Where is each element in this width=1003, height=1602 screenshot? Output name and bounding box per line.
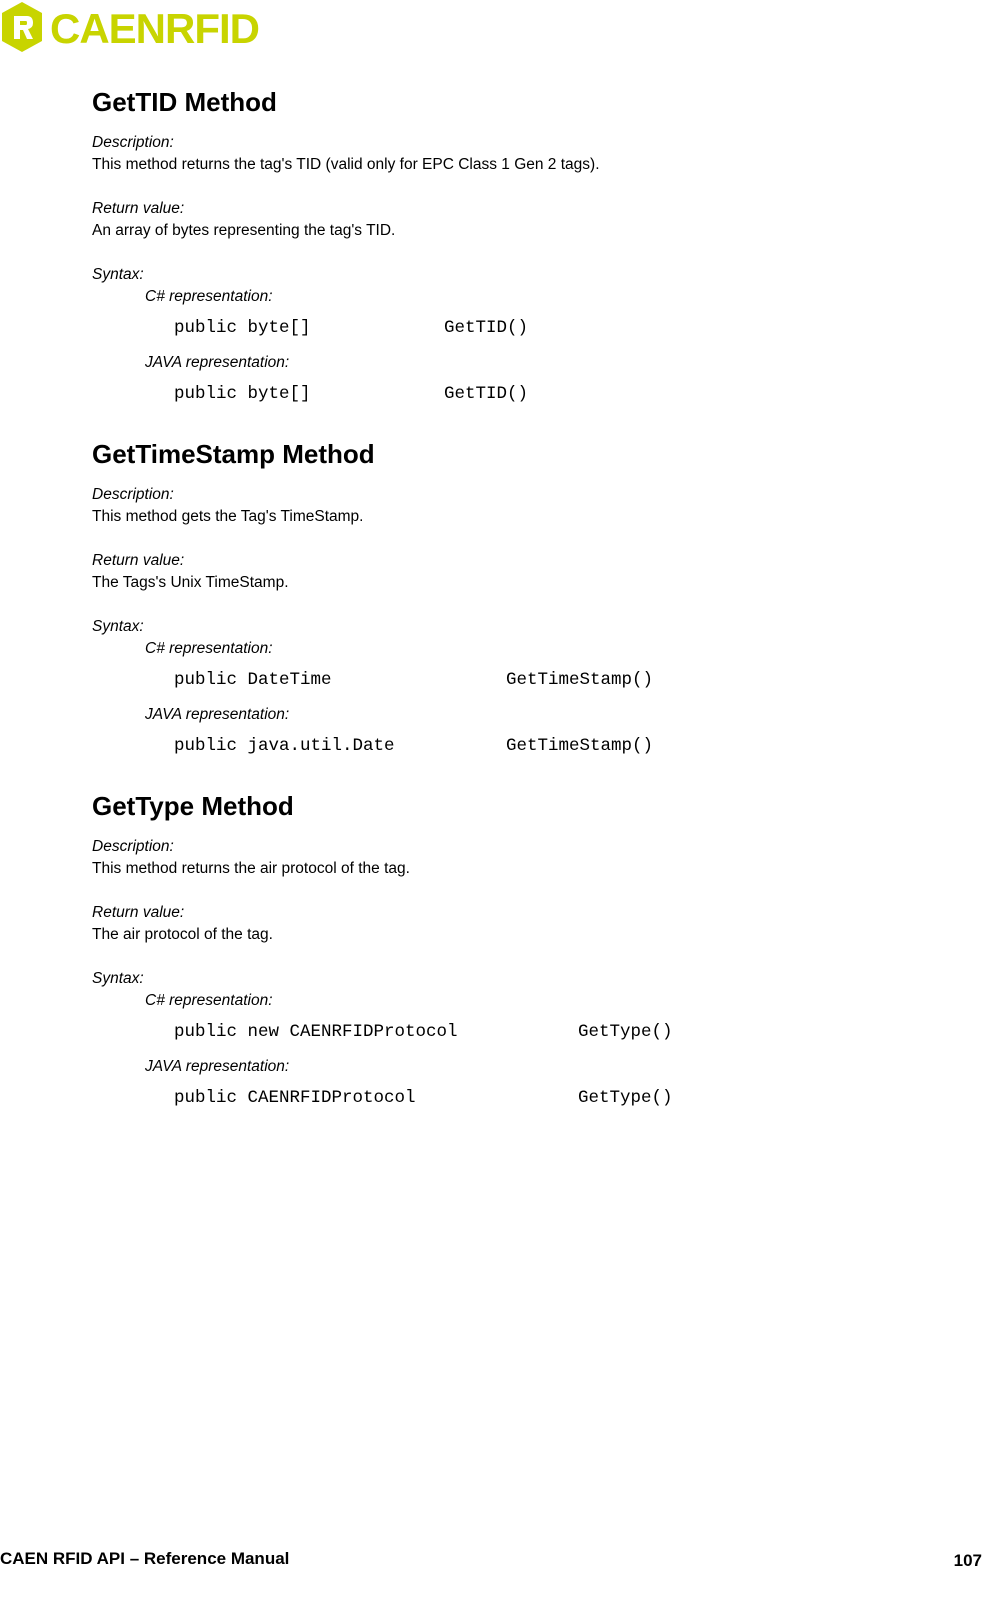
description-label: Description: (92, 134, 174, 151)
csharp-code (174, 668, 972, 692)
description-text: This method returns the tag's TID (valid only for EPC Class 1 Gen 2 tags). (92, 156, 600, 173)
java-call: GetTimeStamp() (506, 736, 654, 756)
csharp-declaration: public byte[] (174, 318, 311, 338)
return-text: The air protocol of the tag. (92, 926, 273, 943)
syntax-label: Syntax: (92, 970, 144, 987)
java-label: JAVA representation: (145, 706, 290, 723)
java-label: JAVA representation: (145, 1058, 290, 1075)
syntax-label: Syntax: (92, 266, 144, 283)
java-code (174, 734, 972, 758)
method-title: GetTID Method (92, 87, 277, 117)
csharp-label: C# representation: (145, 640, 273, 657)
return-label: Return value: (92, 200, 185, 217)
csharp-call: GetType() (578, 1022, 673, 1042)
logo-wordmark: CAENRFID (50, 5, 259, 52)
description-text: This method gets the Tag's TimeStamp. (92, 508, 364, 525)
csharp-code (174, 316, 972, 340)
section-gettimestamp (92, 436, 972, 758)
section-gettype (92, 788, 972, 1110)
syntax-label: Syntax: (92, 618, 144, 635)
section-gettid (92, 84, 972, 406)
return-text: An array of bytes representing the tag's TID. (92, 222, 396, 239)
method-title: GetType Method (92, 791, 294, 821)
java-call: GetType() (578, 1088, 673, 1108)
csharp-code (174, 1020, 972, 1044)
java-declaration: public CAENRFIDProtocol (174, 1088, 416, 1108)
return-label: Return value: (92, 552, 185, 569)
description-label: Description: (92, 486, 174, 503)
document-body (92, 84, 972, 1140)
csharp-declaration: public DateTime (174, 670, 332, 690)
csharp-declaration: public new CAENRFIDProtocol (174, 1022, 458, 1042)
csharp-label: C# representation: (145, 288, 273, 305)
footer-manual-title: CAEN RFID API – Reference Manual (0, 1549, 290, 1568)
return-label: Return value: (92, 904, 185, 921)
java-declaration: public byte[] (174, 384, 311, 404)
caenrfid-logo (0, 0, 280, 56)
java-label: JAVA representation: (145, 354, 290, 371)
method-title: GetTimeStamp Method (92, 439, 375, 469)
return-text: The Tags's Unix TimeStamp. (92, 574, 289, 591)
java-code (174, 1086, 972, 1110)
java-call: GetTID() (444, 384, 529, 404)
description-text: This method returns the air protocol of the tag. (92, 860, 410, 877)
description-label: Description: (92, 838, 174, 855)
csharp-label: C# representation: (145, 992, 273, 1009)
csharp-call: GetTID() (444, 318, 529, 338)
java-declaration: public java.util.Date (174, 736, 395, 756)
csharp-call: GetTimeStamp() (506, 670, 654, 690)
java-code (174, 382, 972, 406)
footer-page-number: 107 (953, 1551, 982, 1570)
